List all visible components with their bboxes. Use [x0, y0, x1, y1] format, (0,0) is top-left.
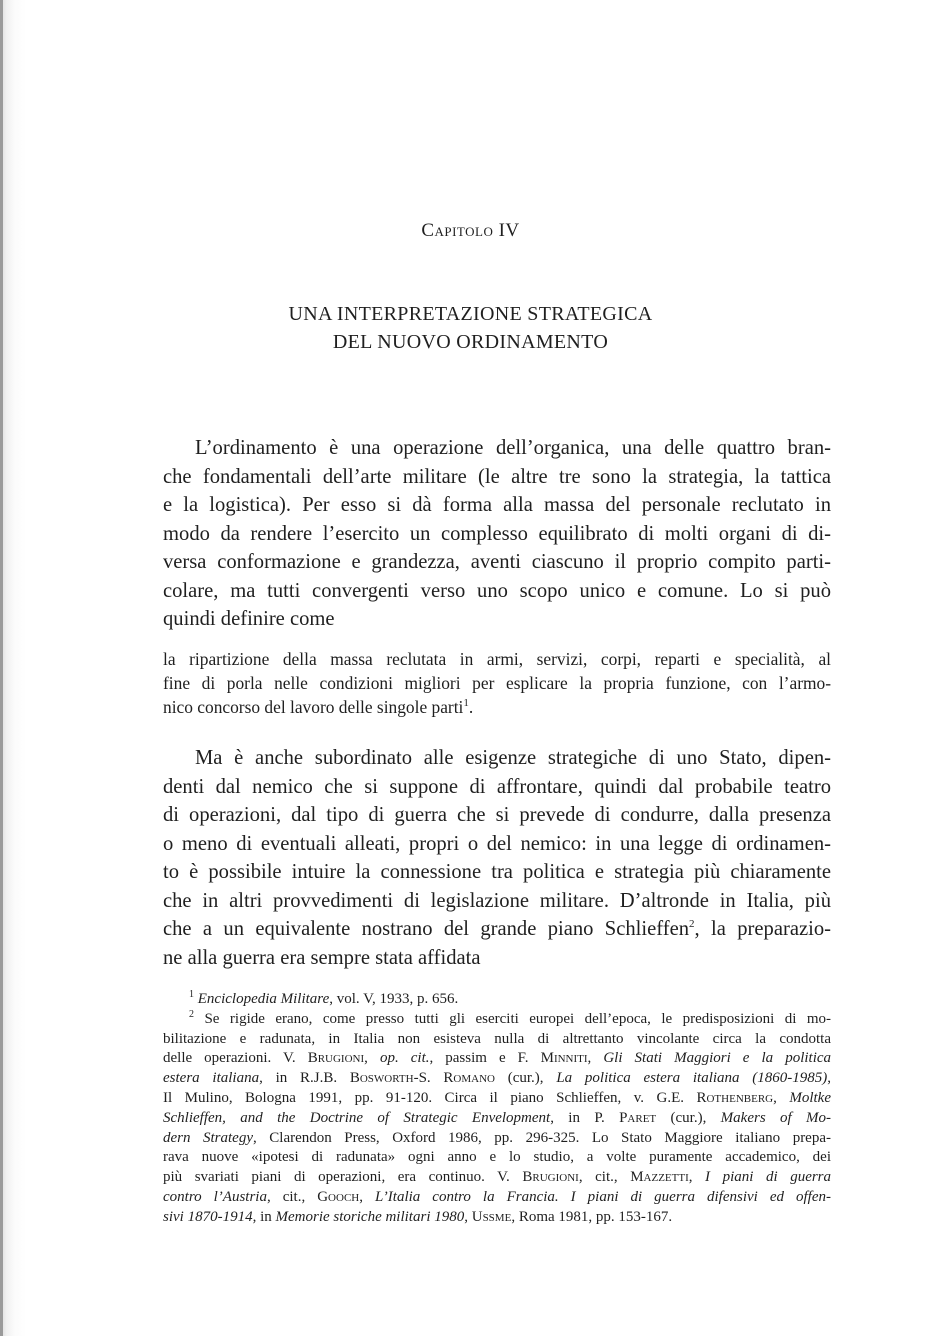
- footnote-title: La politica estera italiana (1860-1985): [556, 1070, 828, 1087]
- footnote-ref-2[interactable]: 2: [689, 918, 695, 931]
- footnote-text: -S.: [413, 1070, 431, 1087]
- footnote-title: sivi 1870-1914: [163, 1208, 253, 1225]
- footnote-2-line: più svariati piani di operazioni, era continuo. V. Brugioni, cit., Mazzetti, I piani di guerra: [163, 1169, 832, 1186]
- paragraph-1-line: quindi definire come: [163, 608, 335, 630]
- paragraph-1-line: colare, ma tutti convergenti verso uno scopo unico e comune. Lo si può: [163, 579, 831, 602]
- footnote-text: , cit.,: [266, 1188, 306, 1205]
- paragraph-2-line: to è possibile intuire la connessione tra politica e strategia più chiaramente: [163, 861, 831, 883]
- chapter-numeral: IV: [498, 220, 520, 241]
- footnote-text: Il Mulino, Bologna 1991, pp. 91-120. Circa il piano Schlieffen, v. G.E.: [163, 1089, 684, 1106]
- paragraph-2-line: denti dal nemico che si suppone di affrontare, quindi dal probabile teatro: [163, 775, 831, 798]
- footnote-author: Paret: [619, 1109, 657, 1126]
- footnote-text: (cur.),: [507, 1070, 544, 1087]
- footnote-text: , in: [252, 1208, 272, 1225]
- footnote-title: L’Italia contro la Francia. I piani di guerra difensivi ed offen-: [375, 1188, 831, 1205]
- paragraph-2-line: Ma è anche subordinato alle esigenze strategiche di uno Stato, dipen-: [195, 747, 831, 769]
- footnote-text: , vol. V, 1933, p. 656.: [329, 991, 459, 1007]
- paragraph-2-line: che in altri provvedimenti di legislazione militare. D’altronde in Italia, più: [163, 889, 831, 912]
- footnote-text: , Clarendon Press, Oxford 1986, pp. 296-325. Lo Stato Maggiore italiano prepa-: [253, 1129, 831, 1146]
- block-quote: [163, 647, 831, 719]
- footnote-author: Rothenberg: [696, 1089, 774, 1106]
- footnote-title: Gli Stati Maggiori e la politica: [603, 1050, 832, 1067]
- footnote-author: Minniti: [540, 1050, 588, 1067]
- quote-line: [163, 695, 831, 719]
- quote-line: fine di porla nelle condizioni migliori per esplicare la propria funzione, con l’armo-: [163, 673, 831, 693]
- footnote-author: Romano: [443, 1070, 495, 1087]
- chapter-heading: [0, 220, 941, 242]
- paragraph-2-line: di operazioni, dal tipo di guerra che si prevede di condurre, dalla presenza: [163, 804, 831, 826]
- paragraph-1: [163, 434, 831, 634]
- footnote-2-line: bilitazione e radunata, in Italia non esisteva nulla di altrettanto vincolante circa la condotta: [163, 1030, 831, 1047]
- footnote-2-line: [163, 1129, 831, 1149]
- footnote-ref-1[interactable]: 1: [463, 697, 469, 710]
- chapter-title-line-2: DEL NUOVO ORDINAMENTO: [332, 331, 609, 353]
- footnote-text: , passim e F.: [429, 1050, 529, 1067]
- footnote-text: Se rigide erano, come presso tutti gli eserciti europei dell’epoca, le predisposizioni di mo-: [204, 1010, 832, 1027]
- footnote-title: Schlieffen, and the Doctrine of Strategic Envelopment: [163, 1109, 551, 1126]
- paragraph-1-line: e la logistica). Per esso si dà forma alla massa del personale reclutato in: [163, 494, 831, 516]
- quote-end: .: [468, 697, 474, 717]
- footnote-text: , in P.: [550, 1109, 605, 1126]
- footnote-title: Moltke: [789, 1089, 831, 1106]
- paragraph-1-line: che fondamentali dell’arte militare (le altre tre sono la strategia, la tattica: [163, 465, 831, 488]
- paragraph-1-line: versa conformazione e grandezza, aventi ciascuno il proprio compito parti-: [163, 551, 831, 573]
- footnote-1: [163, 990, 831, 1010]
- footnote-2-line: [163, 1109, 831, 1129]
- footnote-text: , in R.J.B.: [259, 1070, 338, 1087]
- chapter-label: Capitolo: [421, 220, 494, 241]
- paragraph-1-line: L’ordinamento è una operazione dell’organica, una delle quattro bran-: [195, 437, 831, 459]
- paragraph-2-line: ne alla guerra era sempre stata affidata: [163, 946, 481, 969]
- footnote-publisher: Ussme: [471, 1208, 512, 1225]
- footnote-number: 2: [189, 1008, 194, 1020]
- footnote-title: Makers of Mo-: [720, 1109, 831, 1126]
- footnote-author: Brugioni: [307, 1050, 365, 1067]
- paragraph-2-text: che a un equivalente nostrano del grande piano Schlieffen: [163, 918, 690, 940]
- footnote-text: (cur.),: [670, 1109, 707, 1126]
- footnote-title: contro l’Austria: [163, 1188, 267, 1205]
- paragraph-1-line: modo da rendere l’esercito un complesso equilibrato di molti organi di di-: [163, 522, 831, 545]
- footnote-2-line: contro l’Austria, cit., Gooch, L’Italia contro la Francia. I piani di guerra difensivi ed offen-: [163, 1188, 831, 1205]
- quote-line-text: nico concorso del lavoro delle singole parti: [163, 697, 464, 717]
- footnote-author: Mazzetti: [630, 1169, 689, 1186]
- footnote-author: Brugioni: [522, 1169, 579, 1186]
- footnote-title: I piani di guerra: [705, 1169, 832, 1186]
- chapter-title: [0, 300, 941, 356]
- footnote-2-line: Il Mulino, Bologna 1991, pp. 91-120. Circa il piano Schlieffen, v. G.E. Rothenberg, Moltke: [163, 1089, 831, 1106]
- footnote-text: ,: [464, 1208, 468, 1225]
- footnote-2-line: [163, 1208, 831, 1228]
- footnote-title: Enciclopedia Militare: [197, 991, 330, 1007]
- footnotes: [163, 990, 831, 1228]
- footnote-title: op. cit.: [379, 1050, 430, 1067]
- paragraph-2-text: , la preparazio-: [694, 918, 831, 940]
- footnote-number: 1: [189, 989, 194, 1000]
- footnote-2-line: rava nuove «ipotesi di radunata» ogni anno e lo studio, a volte puramente accademico, dei: [163, 1149, 831, 1166]
- chapter-title-line-1: UNA INTERPRETAZIONE STRATEGICA: [288, 303, 653, 325]
- footnote-text: , Roma 1981, pp. 153-167.: [511, 1208, 673, 1225]
- paragraph-2-line: o meno di eventuali alleati, propri o del nemico: in una legge di ordinamen-: [163, 832, 831, 855]
- footnote-author: Gooch: [317, 1188, 360, 1205]
- paragraph-2: [163, 744, 831, 972]
- footnote-2-line: delle operazioni. V. Brugioni, op. cit., passim e F. Minniti, Gli Stati Maggiori e la politica: [163, 1050, 832, 1067]
- footnote-author: Bosworth: [349, 1070, 414, 1087]
- footnote-text: ,: [827, 1070, 832, 1087]
- footnote-text: più svariati piani di operazioni, era continuo. V.: [163, 1169, 510, 1186]
- quote-line: la ripartizione della massa reclutata in armi, servizi, corpi, reparti e specialità, al: [163, 649, 831, 669]
- footnote-text: , cit.,: [578, 1169, 618, 1186]
- footnote-title: Memorie storiche militari 1980: [275, 1208, 465, 1225]
- footnote-title: dern Strategy: [163, 1129, 253, 1146]
- footnote-2-line: [163, 1010, 831, 1030]
- footnote-text: delle operazioni. V.: [163, 1050, 296, 1067]
- footnote-title: estera italiana: [163, 1070, 260, 1087]
- paragraph-2-line: [163, 915, 831, 944]
- page-spine-shadow: [0, 0, 3, 1336]
- footnote-2-line: [163, 1069, 831, 1089]
